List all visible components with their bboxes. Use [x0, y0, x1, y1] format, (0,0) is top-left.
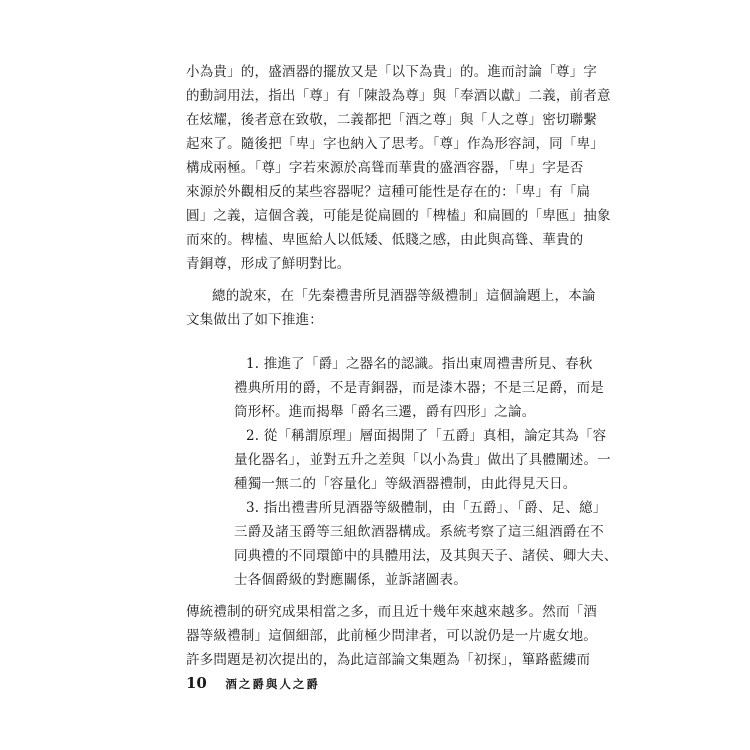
list-item-line: 三爵及諸玉爵等三組飲酒器構成。系統考察了這三組酒爵在不 [234, 524, 604, 540]
text-line: 傳統禮制的研究成果相當之多，而且近十幾年來越來越多。然而「酒 [186, 604, 597, 620]
page-footer [186, 674, 320, 692]
text-line: 文集做出了如下推進： [186, 312, 323, 328]
text-line: 而來的。椑榼、卑匜給人以低矮、低賤之感，由此與高聳、華貴的 [186, 232, 584, 248]
text-line: 起來了。隨後把「卑」字也納入了思考。「尊」作為形容詞，同「卑」 [186, 136, 604, 152]
page-number: 10 [186, 674, 207, 692]
text-line: 構成兩極。「尊」字若來源於高聳而華貴的盛酒容器，「卑」字是否 [186, 160, 584, 176]
list-item-line: 1. 推進了「爵」之器名的認識。指出東周禮書所見、春秋 [246, 356, 593, 372]
list-item-line: 禮典所用的爵，不是青銅器，而是漆木器；不是三足爵，而是 [234, 380, 604, 396]
text-line: 來源於外觀相反的某些容器呢？這種可能性是存在的：「卑」有「扁 [186, 184, 591, 200]
text-line: 青銅尊，形成了鮮明對比。 [186, 256, 351, 272]
list-item-line: 2. 從「稱謂原理」層面揭開了「五爵」真相，論定其為「容 [246, 428, 607, 444]
list-item-line: 量化器名」，並對五升之差與「以小為貴」做出了具體闡述。一 [234, 452, 611, 468]
text-line: 總的說來，在「先秦禮書所見酒器等級禮制」這個論題上，本論 [212, 288, 596, 304]
text-line: 圓」之義，這個含義，可能是從扁圓的「椑榼」和扁圓的「卑匜」抽象 [186, 208, 611, 224]
running-title: 酒之爵與人之爵 [225, 677, 320, 691]
list-item-line: 同典禮的不同環節中的具體用法，及其與天子、諸侯、卿大夫、 [234, 548, 618, 564]
list-item-line: 種獨一無二的「容量化」等級酒器禮制，由此得見天日。 [234, 476, 577, 492]
text-line: 許多問題是初次提出的，為此這部論文集題為「初探」，篳路藍縷而 [186, 652, 591, 668]
list-item-line: 筒形杯。進而揭舉「爵名三遷，爵有四形」之論。 [234, 404, 536, 420]
text-line: 在炫耀，後者意在致敬，二義都把「酒之尊」與「人之尊」密切聯繫 [186, 112, 597, 128]
list-item-line: 士各個爵級的對應關係，並訴諸圖表。 [234, 572, 467, 588]
list-item-line: 3. 指出禮書所見酒器等級體制，由「五爵」、「爵、足、繶」 [246, 500, 607, 516]
text-line: 小為貴」的，盛酒器的擺放又是「以下為貴」的。進而討論「尊」字 [186, 64, 597, 80]
text-line: 的動詞用法，指出「尊」有「陳設為尊」與「奉酒以獻」二義，前者意 [186, 88, 611, 104]
text-line: 器等級禮制」這個細部，此前極少問津者，可以說仍是一片處女地。 [186, 628, 597, 644]
